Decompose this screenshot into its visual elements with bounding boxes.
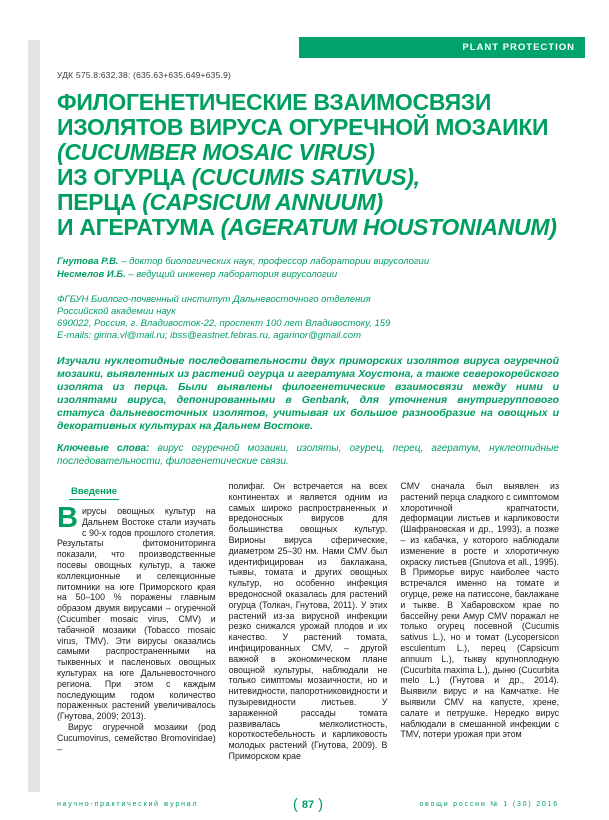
abstract-text: Изучали нуклеотидные последовательности двух приморских изолятов вируса огуречной мозаики, выявленных из растений огурца и агератума Хоустона, а также северокорейского изолята из перца. Были выявлены филогенетические взаимосвязи между ними и изолятами вируса, депонированными в Genbank, для уточнения внутригруппового статуса дальневосточных изолятов, учитывая их большое разнообразие на овощных и декоративных культурах на Дальнем Востоке. [57,355,559,432]
section-heading-label: Введение [69,486,119,500]
body-text: ирусы овощных культур на Дальнем Востоке стали изучать с 90-х годов прошлого столетия. Результаты фитомониторинга показали, что производственные посевы овощных культур, а также коллекционные и селекционные питомники на юге Приморского края на 50–100 % поражены главным образом двумя вирусами – огуречной (Cucumber mosaic virus, CMV) и табачной мозаики (Tobacco mosaic virus, TMV). Эти вирусы оказались самыми распространенными на тыквенных и пасленовых овощных культурах на юге Дальневосточного региона. При этом с каждым последующим годом количество пораженных растений увеличивалось (Гнутова, 2009; 2013). [57,506,216,722]
body-paragraph: Вирус огуречной мозаики (род Cucumovirus, семейство Bromoviridae) – [57,721,216,754]
title-line-6 [57,215,559,240]
title-line-5-latin: (CAPSICUM ANNUUM) [142,189,383,215]
journal-type-label: научно-практический журнал [57,801,199,808]
article-title [57,90,559,240]
page-number-paren-open: ( [292,796,298,813]
title-line-6-ru: И АГЕРАТУМА [57,214,215,240]
body-paragraph: CMV сначала был выявлен из растений перца сладкого с симптомом хлоротичной крапчатости, деформации листьев и карликовости (Шафрановская и др., 1993), а позже – из кабачка, у которого наблюдали изменение в росте и хлоротичную окраску листьев (Gnutova et all., 1995). В Приморье вирус наиболее часто встречался именно на томате и огурце, реже на патиссоне, баклажане и тыкве. В Хабаровском крае по бассейну реки Амур CMV поражал не только огурец посевной (Cucumis sativus L.), но и томат (Lycopersicon esculentum L.), перец (Capsicum annuum L.), тыкву крупноплодную (Cucurbita maxima L.), дыню (Cucurbita melo L.) (Гнутова и др., 2014). Выявили вирус и на Камчатке. Не выявили CMV на капусте, хрене, салате и петрушке. Нередко вирус наблюдали в смешанной инфекции с TMV, потери урожая при этом [400,481,560,740]
author-role: – ведущий инженер лаборатория вирусологии [128,269,338,280]
page-footer [57,794,559,812]
author-name: Гнутова Р.В. [57,256,119,267]
left-margin-stripe [28,40,40,792]
affiliation-institute: ФГБУН Биолого-почвенный институт Дальневосточного отделения [57,294,371,305]
author-line-2 [57,268,559,281]
column-2 [229,481,388,762]
page-number-paren-close: ) [318,796,324,813]
body-paragraph: полифаг. Он встречается на всех континентах и является одним из самых широко распространенных и вредоносных вирусов для большинства овощных культур. Вирионы вируса сферические, диаметром 25–30 нм. Нами CMV был идентифицирован из баклажана, тыквы, томата и других овощных культур, но особенно инфекция вредоносной оказалась для растений огурца (Толкач, Гнутова, 2011). У этих растений из-за вирусной инфекции резко снижался урожай плодов и их качество. У растений томата, инфицированных CMV, – другой важной в экономическом плане овощной культуры, наблюдали не только симптомы мозаичности, но и нитевидности, папоротниковидности и пузыревидности листьев. У зараженной рассады томата развивалась мелколистность, короткостебельность и карликовость молодых растений (Гнутова, 2009). В Приморском крае [228,481,388,761]
affiliation-block [57,294,559,342]
section-banner [299,37,585,58]
column-3 [400,481,559,762]
author-name: Несмелов И.Б. [57,269,126,280]
section-banner-label: PLANT PROTECTION [462,42,575,53]
page-content [57,70,559,762]
author-role: – доктор биологических наук, профессор лаборатории вирусологии [121,256,430,267]
title-line-3: (CUCUMBER MOSAIC VIRUS) [57,139,375,165]
title-line-2: ИЗОЛЯТОВ ВИРУСА ОГУРЕЧНОЙ МОЗАИКИ [57,114,549,140]
page-number [293,797,323,812]
issue-info: овощи россии № 1 (30) 2016 [419,801,559,808]
keywords-text: вирус огуречной мозаики, изоляты, огурец, перец, агератум, нуклеотидные последовательности, филогенетические связи. [57,443,559,467]
title-line-6-latin: (AGERATUM HOUSTONIANUM) [220,214,557,240]
keywords-block [57,442,559,468]
title-line-5-ru: ПЕРЦА [57,189,137,215]
authors-block [57,255,559,281]
title-line-4-latin: (CUCUMIS SATIVUS), [191,164,420,190]
affiliation-address: 690022, Россия, г. Владивосток-22, проспект 100 лет Владивостоку, 159 [57,318,391,329]
title-line-4-ru: ИЗ ОГУРЦА [57,164,186,190]
body-paragraph [57,502,216,722]
affiliation-emails: E-mails: girina.vl@mail.ru; ibss@eastnet.febras.ru, agarinor@gmail.com [57,330,362,341]
affiliation-academy: Российской академии наук [57,306,176,317]
keywords-label: Ключевые слова: [57,443,150,454]
title-line-5 [57,190,559,215]
udk-code: УДК 575.8:632.38: (635.63+635.649+635.9) [57,70,232,80]
title-line-1: ФИЛОГЕНЕТИЧЕСКИЕ ВЗАИМОСВЯЗИ [57,89,492,115]
dropcap: В [57,502,78,534]
article-body [57,481,559,762]
page-number-value: 87 [301,798,315,811]
title-line-4 [57,165,559,190]
author-line-1 [57,255,559,268]
column-1 [57,481,216,762]
section-heading-introduction [69,481,216,500]
